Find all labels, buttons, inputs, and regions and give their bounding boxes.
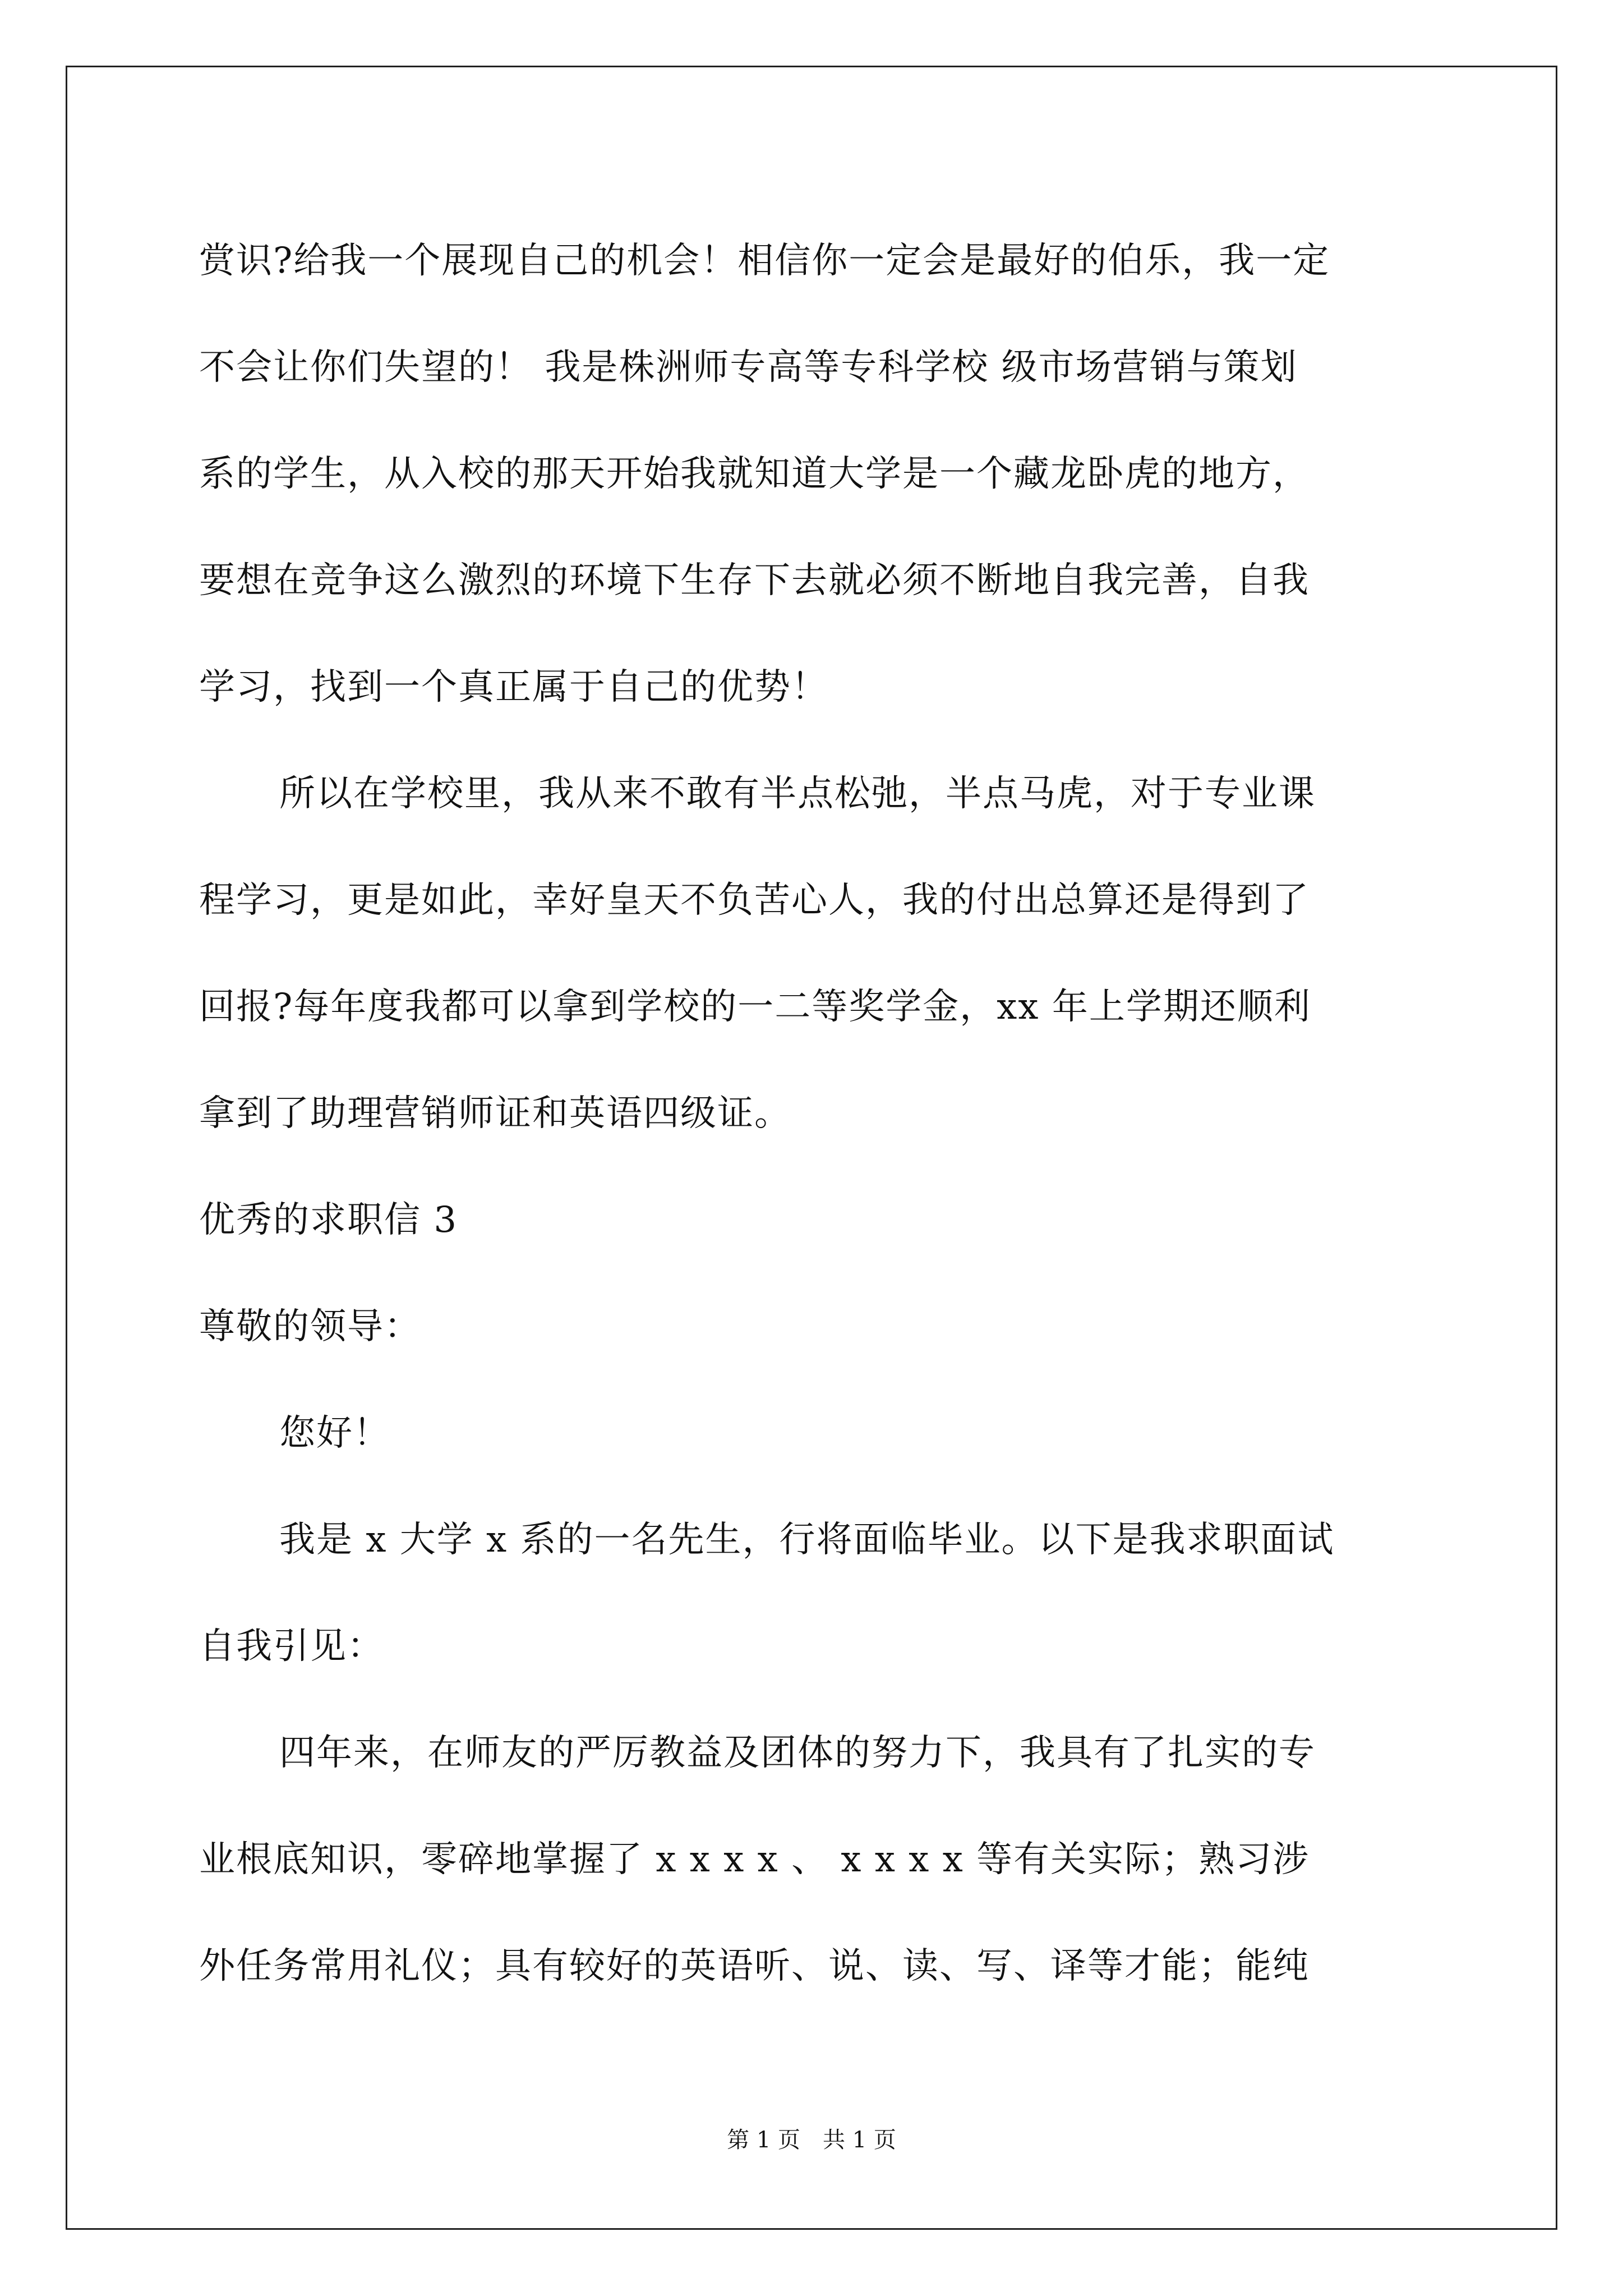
text-line: 业根底知识，零碎地掌握了 x x x x 、 x x x x 等有关实际；熟习涉 (199, 1839, 1310, 1880)
section-heading: 优秀的求职信 3 (199, 1199, 458, 1241)
text-line: 所以在学校里，我从来不敢有半点松弛，半点马虎，对于专业课 (279, 773, 1316, 815)
text-line: 学习，找到一个真正属于自己的优势！ (199, 666, 828, 708)
text-line: 外任务常用礼仪；具有较好的英语听、说、读、写、译等才能；能纯 (199, 1945, 1310, 1987)
text-line: 我是 x 大学 x 系的一名先生，行将面临毕业。以下是我求职面试 (279, 1519, 1335, 1561)
text-line: 程学习，更是如此，幸好皇天不负苦心人，我的付出总算还是得到了 (199, 880, 1310, 921)
text-line: 系的学生，从入校的那天开始我就知道大学是一个藏龙卧虎的地方， (199, 453, 1310, 495)
text-line: 回报?每年度我都可以拿到学校的一二等奖学金，xx 年上学期还顺利 (199, 986, 1311, 1028)
text-line: 要想在竞争这么激烈的环境下生存下去就必须不断地自我完善，自我 (199, 560, 1310, 601)
page-number: 第 1 页 共 1 页 (727, 2127, 896, 2153)
text-line: 不会让你们失望的！ 我是株洲师专高等专科学校 级市场营销与策划 (199, 347, 1298, 388)
document-body (199, 208, 1430, 2019)
greeting: 您好！ (279, 1412, 390, 1454)
salutation: 尊敬的领导： (199, 1306, 421, 1347)
text-line: 赏识?给我一个展现自己的机会！相信你一定会是最好的伯乐，我一定 (199, 240, 1330, 282)
text-line: 自我引见： (199, 1626, 384, 1667)
text-line: 拿到了助理营销师证和英语四级证。 (199, 1093, 791, 1134)
text-line: 四年来，在师友的严厉教益及团体的努力下，我具有了扎实的专 (279, 1732, 1316, 1774)
